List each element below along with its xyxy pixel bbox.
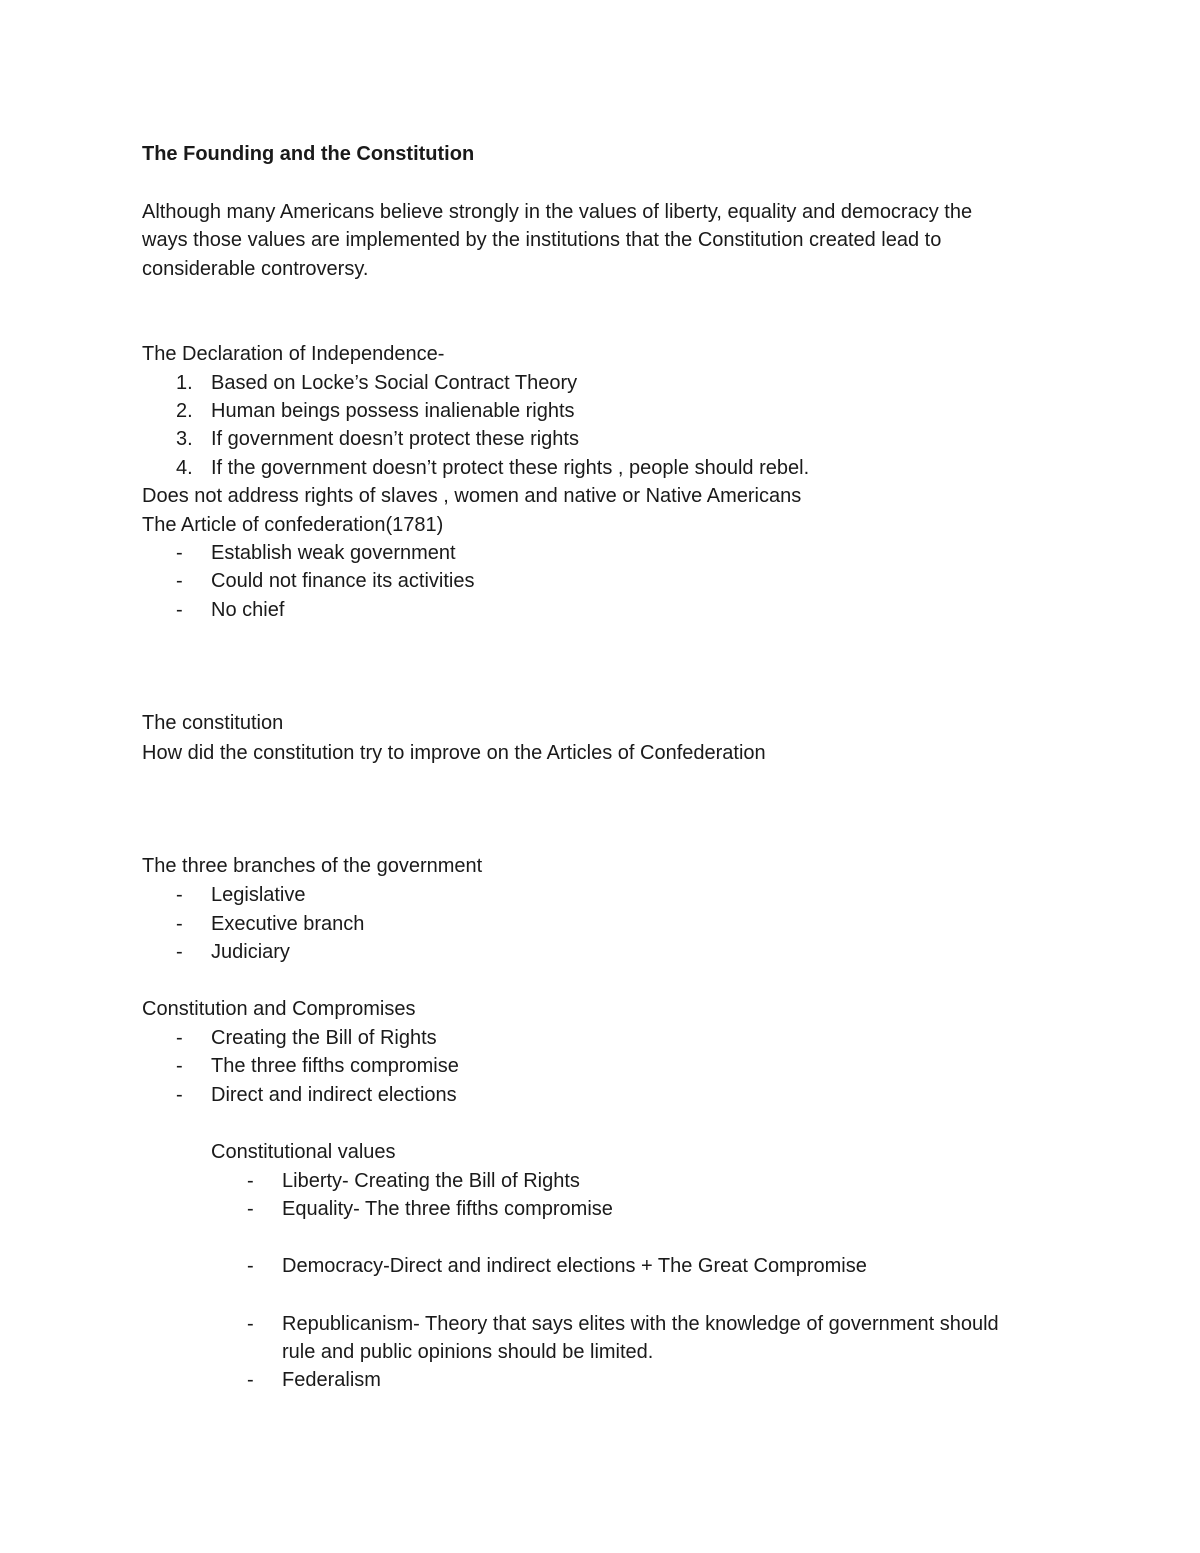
- list-item: If the government doesn’t protect these rights , people should rebel.: [211, 457, 810, 479]
- list-item: Could not finance its activities: [211, 570, 475, 592]
- list-item: Liberty- Creating the Bill of Rights: [282, 1170, 580, 1192]
- list-marker: -: [247, 1255, 254, 1277]
- intro-line-1: Although many Americans believe strongly in the values of liberty, equality and democracy the: [142, 201, 973, 223]
- list-item: Federalism: [282, 1369, 381, 1391]
- list-item: Direct and indirect elections: [211, 1084, 457, 1106]
- list-item: Legislative: [211, 884, 306, 906]
- list-item: Republicanism- Theory that says elites with the knowledge of government should: [282, 1313, 999, 1335]
- list-item: The three fifths compromise: [211, 1055, 459, 1077]
- list-item: Democracy-Direct and indirect elections + The Great Compromise: [282, 1255, 867, 1277]
- intro-line-3: considerable controversy.: [142, 258, 369, 280]
- list-item: No chief: [211, 599, 285, 621]
- compromises-heading: Constitution and Compromises: [142, 998, 416, 1020]
- constitution-heading: The constitution: [142, 712, 284, 734]
- values-heading: Constitutional values: [211, 1141, 396, 1163]
- list-item: If government doesn’t protect these rights: [211, 428, 579, 450]
- list-marker: -: [176, 1084, 183, 1106]
- list-marker: -: [176, 1027, 183, 1049]
- list-marker: -: [247, 1369, 254, 1391]
- list-marker: -: [247, 1313, 254, 1335]
- list-marker: -: [176, 542, 183, 564]
- articles-heading: The Article of confederation(1781): [142, 514, 444, 536]
- list-item: Executive branch: [211, 913, 365, 935]
- list-marker: -: [247, 1170, 254, 1192]
- list-marker: -: [176, 913, 183, 935]
- constitution-question: How did the constitution try to improve on the Articles of Confederation: [142, 742, 766, 764]
- list-marker: -: [176, 599, 183, 621]
- intro-line-2: ways those values are implemented by the institutions that the Constitution created lead to: [142, 229, 942, 251]
- list-item: Judiciary: [211, 941, 290, 963]
- list-marker: -: [176, 941, 183, 963]
- list-marker: -: [176, 1055, 183, 1077]
- list-item: Based on Locke’s Social Contract Theory: [211, 372, 578, 394]
- list-item: Human beings possess inalienable rights: [211, 400, 575, 422]
- list-marker: 4.: [176, 457, 193, 479]
- branches-heading: The three branches of the government: [142, 855, 483, 877]
- list-marker: -: [176, 884, 183, 906]
- document-title: The Founding and the Constitution: [142, 143, 475, 165]
- list-marker: -: [247, 1198, 254, 1220]
- list-item-continuation: rule and public opinions should be limited.: [282, 1341, 654, 1363]
- list-item: Equality- The three fifths compromise: [282, 1198, 613, 1220]
- list-marker: 3.: [176, 428, 193, 450]
- list-item: Creating the Bill of Rights: [211, 1027, 437, 1049]
- list-marker: 2.: [176, 400, 193, 422]
- declaration-note: Does not address rights of slaves , women and native or Native Americans: [142, 485, 802, 507]
- declaration-heading: The Declaration of Independence-: [142, 343, 445, 365]
- list-item: Establish weak government: [211, 542, 456, 564]
- list-marker: -: [176, 570, 183, 592]
- list-marker: 1.: [176, 372, 193, 394]
